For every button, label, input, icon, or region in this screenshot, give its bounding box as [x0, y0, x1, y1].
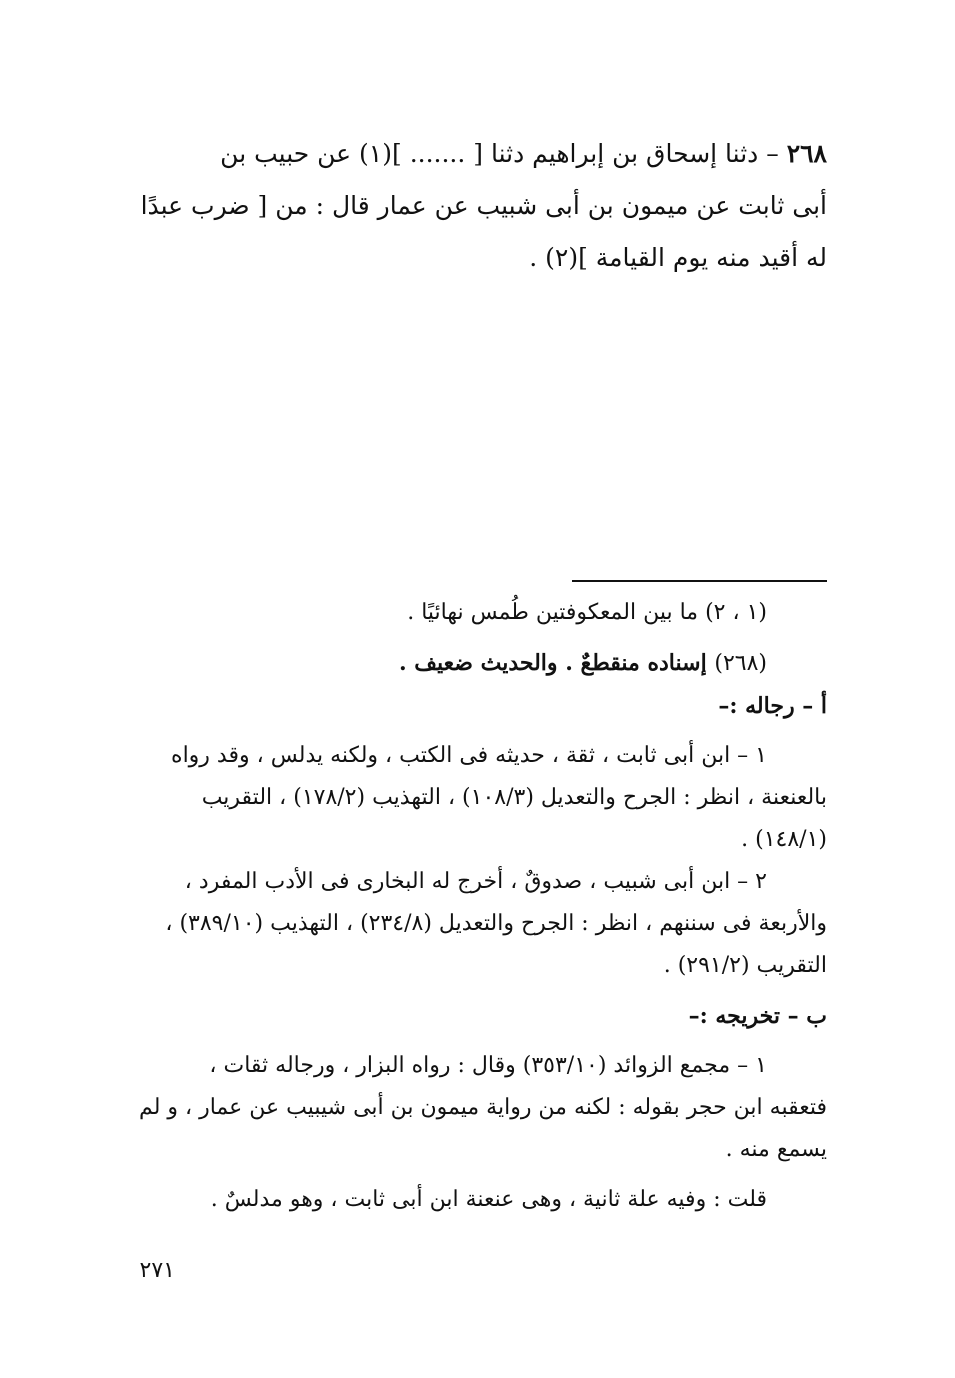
- closing-remark: قلت : وفيه علة ثانية ، وهى عنعنة ابن أبى ثابت ، وهو مدلسٌ .: [210, 1187, 767, 1212]
- hadith-line-1: [122, 128, 827, 180]
- section-b-heading: ب – تخريجه :–: [688, 1003, 827, 1029]
- section-a-heading: أ – رجاله :–: [718, 693, 827, 719]
- hadith-line-2: أبى ثابت عن ميمون بن أبى شبيب عن عمار قال : من [ ضرب عبدًا: [140, 191, 827, 220]
- takhrij-1-line-1: ١ – مجمع الزوائد (٣٥٣/١٠) وقال : رواه البزار ، ورجاله ثقات ،: [209, 1053, 767, 1078]
- takhrij-1-line-3: يسمع منه .: [725, 1137, 827, 1162]
- rijal-2-line-2: والأربعة فى سننهم ، انظر : الجرح والتعديل (٢٣٤/٨) ، التهذيب (٣٨٩/١٠) ،: [165, 911, 827, 936]
- footnote-268-number: (٢٦٨): [714, 651, 767, 676]
- footnote-divider: [572, 580, 827, 582]
- hadith-number: ٢٦٨: [786, 139, 827, 168]
- footnote-1-2: (١ ، ٢) ما بين المعكوفتين طُمس نهائيًا .: [407, 600, 767, 625]
- hadith-text: [122, 128, 827, 284]
- hadith-line-1-text: – دثنا إسحاق بن إبراهيم دثنا [ ....... ](١) عن حبيب بن: [220, 139, 787, 168]
- footnote-268: [122, 642, 827, 685]
- footnotes: [122, 592, 827, 1221]
- hadith-line-3: له أقيد منه يوم القيامة ](٢) .: [529, 243, 827, 272]
- rijal-2-line-1: ٢ – ابن أبى شبيب ، صدوقٌ ، أخرج له البخارى فى الأدب المفرد ،: [184, 869, 767, 894]
- page-number: ٢٧١: [139, 1258, 175, 1283]
- rijal-1-line-3: (١٤٨/١) .: [741, 827, 827, 852]
- rijal-1-line-2: بالعنعنة ، انظر : الجرح والتعديل (١٠٨/٣) ، التهذيب (١٧٨/٢) ، التقريب: [201, 785, 827, 810]
- takhrij-1-line-2: فتعقبه ابن حجر بقوله : لكنه من رواية ميمون بن أبى شيبيب عن عمار ، و لم: [139, 1095, 827, 1120]
- footnote-268-text: إسناده منقطعٌ . والحديث ضعيف .: [398, 650, 715, 676]
- rijal-1-line-1: ١ – ابن أبى ثابت ، ثقة ، حديثه فى الكتب ، ولكنه يدلس ، وقد رواه: [171, 743, 767, 768]
- rijal-2-line-3: التقريب (٢٩١/٢) .: [663, 953, 827, 978]
